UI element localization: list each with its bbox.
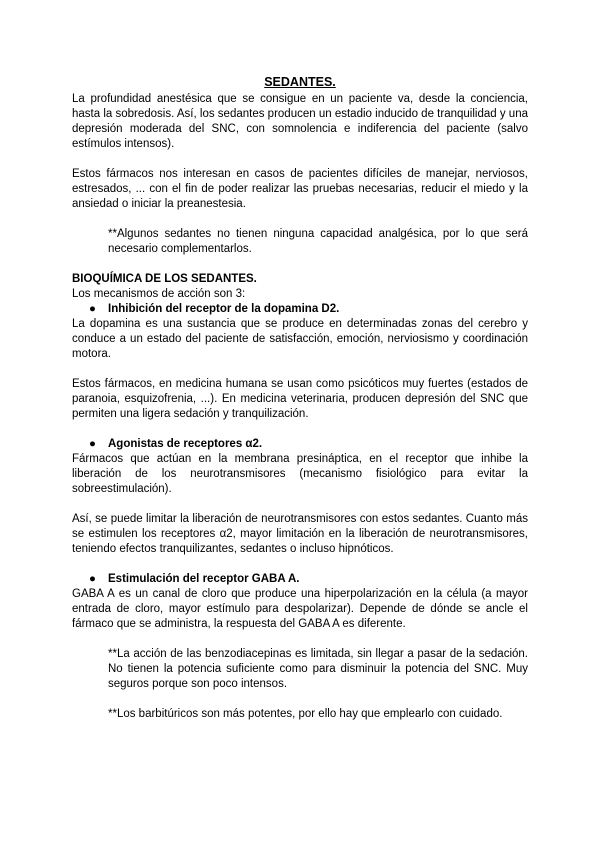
page-title: SEDANTES. — [264, 75, 336, 89]
intro-paragraph-2: Estos fármacos nos interesan en casos de pacientes difíciles de manejar, nerviosos, estresados, ... con el fin de poder realizar las pruebas necesarias, reducir el miedo y la ansiedad o iniciar la preanestesia. — [72, 168, 528, 210]
bullet-item-dopamine — [72, 302, 528, 317]
bullet-item-gaba — [72, 572, 528, 587]
note-benzodiazepines: **La acción de las benzodiacepinas es limitada, sin llegar a pasar de la sedación. No tienen la potencia suficiente como para disminuir la potencia del SNC. Muy seguros porque son poco intensos. — [108, 648, 528, 690]
bullet-icon: ● — [89, 438, 96, 450]
intro-paragraph-1: La profundidad anestésica que se consigue en un paciente va, desde la conciencia, hasta la sobredosis. Así, los sedantes producen un estadio inducido de tranquilidad y una depresión moderada del SNC, con somnolencia e indiferencia del paciente (salvo estímulos intensos). — [72, 93, 528, 150]
alpha2-paragraph-2: Así, se puede limitar la liberación de neurotransmisores con estos sedantes. Cuanto más se estimulen los receptores α2, mayor limitación en la liberación de neurotransmisores, teniendo efectos tranquilizantes, sedantes o incluso hipnóticos. — [72, 513, 528, 555]
bullet-title: Agonistas de receptores α2. — [108, 438, 263, 450]
alpha2-paragraph-1: Fármacos que actúan en la membrana presináptica, en el receptor que inhibe la liberación de los neurotransmisores (mecanismo fisiológico para evitar la sobreestimulación). — [72, 453, 528, 495]
note-analgesia: **Algunos sedantes no tienen ninguna capacidad analgésica, por lo que será necesario complementarlos. — [108, 228, 528, 255]
dopamine-paragraph-2: Estos fármacos, en medicina humana se usan como psicóticos muy fuertes (estados de paranoia, esquizofrenia, ...). En medicina veterinaria, producen depresión del SNC que permiten una ligera sedación y tranquilización. — [72, 378, 528, 420]
note-barbiturates: **Los barbitúricos son más potentes, por ello hay que emplearlo con cuidado. — [108, 708, 503, 720]
bullet-item-alpha2 — [72, 437, 528, 452]
gaba-paragraph-1: GABA A es un canal de cloro que produce una hiperpolarización en la célula (a mayor entrada de cloro, mayor estímulo para despolarizar). Depende de dónde se ancle el fármaco que se administra, la respuesta del GABA A es diferente. — [72, 588, 528, 630]
bullet-title: Estimulación del receptor GABA A. — [108, 573, 300, 585]
section-heading: BIOQUÍMICA DE LOS SEDANTES. — [72, 273, 257, 285]
bullet-icon: ● — [89, 573, 96, 585]
bullet-title: Inhibición del receptor de la dopamina D2. — [108, 303, 340, 315]
document-page — [72, 74, 528, 722]
section-lead: Los mecanismos de acción son 3: — [72, 288, 246, 300]
bullet-icon: ● — [89, 303, 96, 315]
dopamine-paragraph-1: La dopamina es una sustancia que se produce en determinadas zonas del cerebro y conduce a un estado del paciente de satisfacción, emoción, nerviosismo y coordinación motora. — [72, 318, 528, 360]
